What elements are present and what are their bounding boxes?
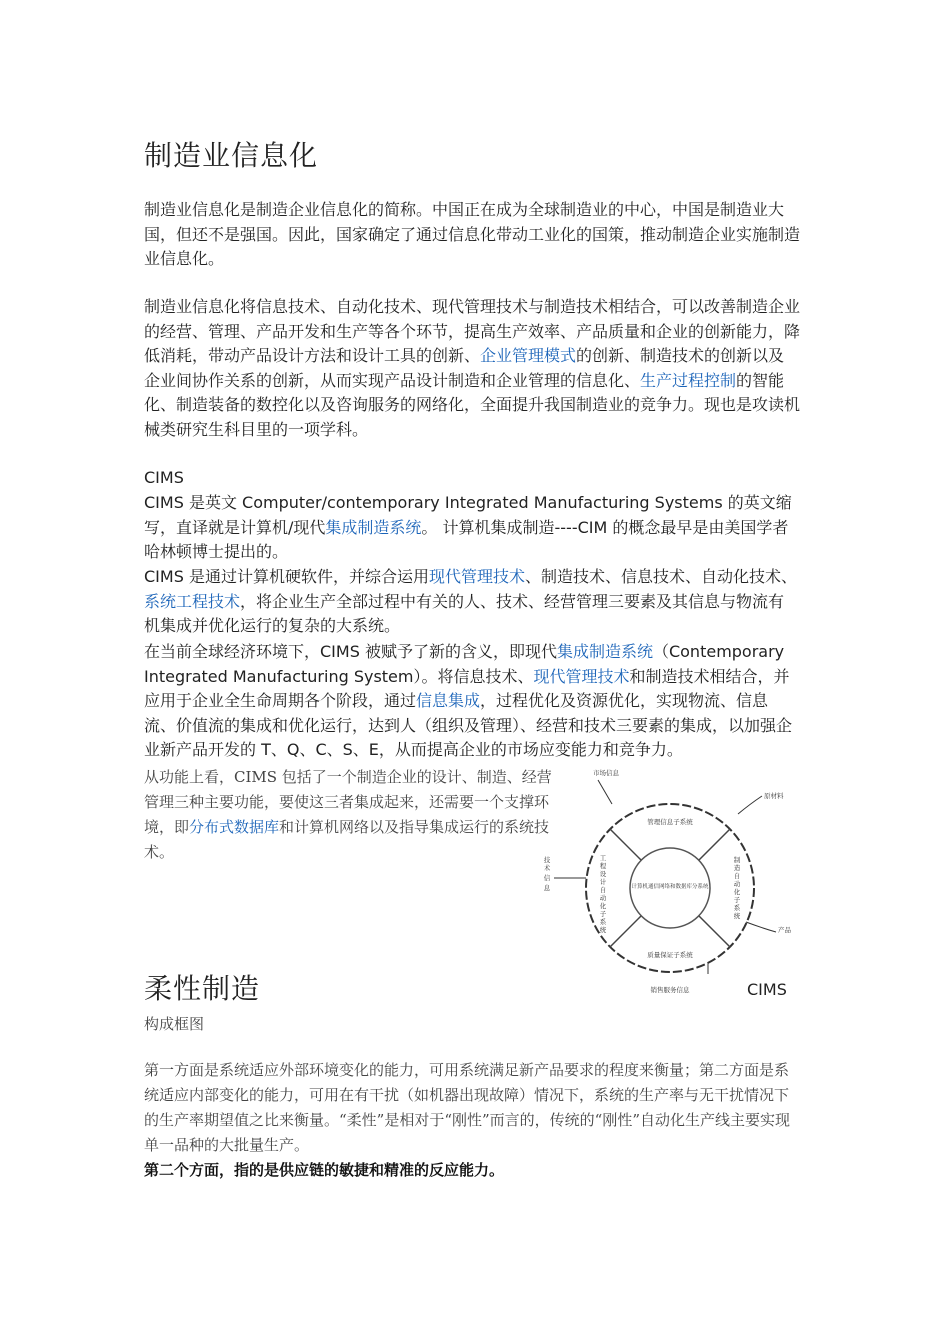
text-run: 、制造技术、信息技术、自动化技术、 — [524, 567, 797, 586]
section-title-flexible-manufacturing: 柔性制造 — [144, 972, 261, 1005]
paragraph-informatization-details — [144, 295, 800, 443]
arrow-product — [746, 922, 776, 932]
bold-text: 第二个方面，指的是供应链的敏捷和精准的反应能力。 — [144, 1161, 505, 1179]
svg-text:动: 动 — [733, 880, 741, 888]
diagram-label-product: 产品 — [778, 926, 791, 934]
text-run: 从功能上看，CIMS 包括了一个制造企业的设计、制造、经营管理三种主要功能，要使这三者集成起来，还需要一个支撑环境，即 — [144, 768, 552, 836]
divider — [610, 829, 641, 860]
svg-text:系: 系 — [599, 918, 607, 926]
svg-text:系: 系 — [733, 904, 741, 912]
divider — [699, 916, 730, 947]
diagram-label-tech-info — [544, 855, 551, 892]
text-run: 的智能化、制造装备的数控化以及咨询服务的网络化，全面提升我国制造业的竞争力。现也是攻读机械类研究生科目里的一项学科。 — [144, 370, 801, 439]
svg-text:化: 化 — [733, 888, 741, 896]
svg-text:工: 工 — [599, 854, 607, 862]
paragraph-cims-functions — [144, 765, 564, 865]
svg-text:自: 自 — [599, 886, 607, 894]
link-distributed-database[interactable]: 分布式数据库 — [189, 818, 280, 836]
svg-text:术: 术 — [543, 864, 551, 872]
diagram-label-seg-top: 管理信息子系统 — [647, 818, 693, 826]
diagram-label-raw-material: 原材料 — [764, 792, 784, 800]
diagram-label-sales-service-info: 销售服务信息 — [650, 986, 690, 994]
text-run: 和制造技术相结合，并应用于企业全生命周期各个阶段，通过 — [144, 666, 790, 711]
svg-text:技: 技 — [543, 856, 551, 864]
arrow-market-info — [598, 780, 612, 804]
text-run: 的创新、制造技术的创新以及企业间协作关系的创新，从而实现产品设计制造和企业管理的信息化、 — [144, 346, 785, 390]
text-run: ，过程优化及资源优化，实现物流、信息流、价值流的集成和优化运行，达到人（组织及管理）、经营和技术三要素的集成，以加强企业新产品开发的 T、Q、C、S、E，从而提高企业的市场应变能力和竞争力。 — [144, 691, 793, 760]
cims-heading: CIMS — [144, 468, 184, 487]
svg-text:设: 设 — [599, 870, 607, 878]
link-systems-engineering-tech[interactable]: 系统工程技术 — [144, 591, 241, 611]
divider — [610, 916, 641, 947]
link-integrated-manufacturing-system[interactable]: 集成制造系统 — [325, 517, 422, 537]
svg-text:自: 自 — [733, 872, 741, 880]
svg-text:息: 息 — [543, 884, 551, 892]
link-modern-management-tech[interactable]: 现代管理技术 — [428, 567, 525, 586]
paragraph-cims-definition — [144, 491, 800, 565]
diagram-label-seg-bottom: 质量保证子系统 — [647, 951, 693, 959]
cims-structure-diagram — [540, 764, 800, 1006]
diagram-label-market-info: 市场信息 — [593, 769, 619, 777]
text-run: 。 计算机集成制造----CIM 的概念最早是由美国学者哈林顿博士提出的。 — [144, 517, 789, 562]
svg-text:动: 动 — [599, 894, 607, 902]
text-run: CIMS 是通过计算机硬软件，并综合运用 — [144, 567, 429, 586]
text-run: 和计算机网络以及指导集成运行的系统技术。 — [144, 818, 550, 861]
section-title-manufacturing-informatization: 制造业信息化 — [144, 139, 319, 172]
text-run: 在当前全球经济环境下，CIMS 被赋予了新的含义，即现代 — [144, 642, 557, 661]
link-information-integration[interactable]: 信息集成 — [416, 691, 481, 711]
paragraph-supply-chain — [144, 1158, 800, 1183]
text-run: ，将企业生产全部过程中有关的人、技术、经营管理三要素及其信息与物流有机集成并优化运行的复杂的大系统。 — [144, 591, 785, 636]
arrow-raw-material — [738, 796, 762, 814]
text-run: 制造业信息化将信息技术、自动化技术、现代管理技术与制造技术相结合，可以改善制造企业的经营、管理、产品开发和生产等各个环节，提高生产效率、产品质量和企业的创新能力，降低消耗，带动产品设计方法和设计工具的创新、 — [144, 297, 801, 366]
cims-caption-right: CIMS — [747, 980, 787, 999]
diagram-label-seg-right — [734, 855, 741, 920]
svg-text:程: 程 — [599, 862, 607, 870]
svg-text:信: 信 — [543, 874, 551, 882]
svg-text:子: 子 — [599, 910, 607, 918]
paragraph-flexibility: 第一方面是系统适应外部环境变化的能力，可用系统满足新产品要求的程度来衡量；第二方面是系统适应内部变化的能力，可用在有干扰（如机器出现故障）情况下，系统的生产率与无干扰情况下的生产率期望值之比来衡量。“柔性”是相对于“刚性”而言的，传统的“刚性”自动化生产线主要实现单一品种的大批量生产。 — [144, 1061, 791, 1154]
svg-text:造: 造 — [733, 864, 741, 872]
link-integrated-manufacturing-system-2[interactable]: 集成制造系统 — [556, 642, 653, 661]
link-enterprise-management-mode[interactable]: 企业管理模式 — [480, 346, 577, 366]
diagram-label-seg-left — [600, 854, 607, 934]
svg-text:子: 子 — [733, 896, 741, 904]
link-process-control[interactable]: 生产过程控制 — [640, 370, 737, 390]
cims-caption-below: 构成框图 — [144, 1015, 205, 1033]
svg-text:统: 统 — [733, 912, 741, 920]
diagram-label-center: 计算机通信网络和数据库分系统 — [631, 884, 709, 890]
link-modern-management-tech-2[interactable]: 现代管理技术 — [533, 666, 630, 686]
svg-text:计: 计 — [599, 878, 607, 886]
paragraph-cims-overview — [144, 565, 800, 639]
svg-text:制: 制 — [733, 856, 741, 864]
divider — [699, 829, 730, 860]
paragraph-intro: 制造业信息化是制造企业信息化的简称。中国正在成为全球制造业的中心，中国是制造业大国，但还不是强国。因此，国家确定了通过信息化带动工业化的国策，推动制造企业实施制造业信息化。 — [144, 200, 801, 269]
text-run: CIMS 是英文 Computer/contemporary Integrated Manufacturing Systems 的英文缩写，直译就是计算机/现代 — [144, 493, 792, 537]
svg-text:化: 化 — [599, 902, 607, 910]
svg-text:统: 统 — [599, 926, 607, 934]
text-run: （Contemporary Integrated Manufacturing System）。将信息技术、 — [144, 642, 785, 686]
paragraph-cims-new-meaning — [144, 640, 800, 763]
